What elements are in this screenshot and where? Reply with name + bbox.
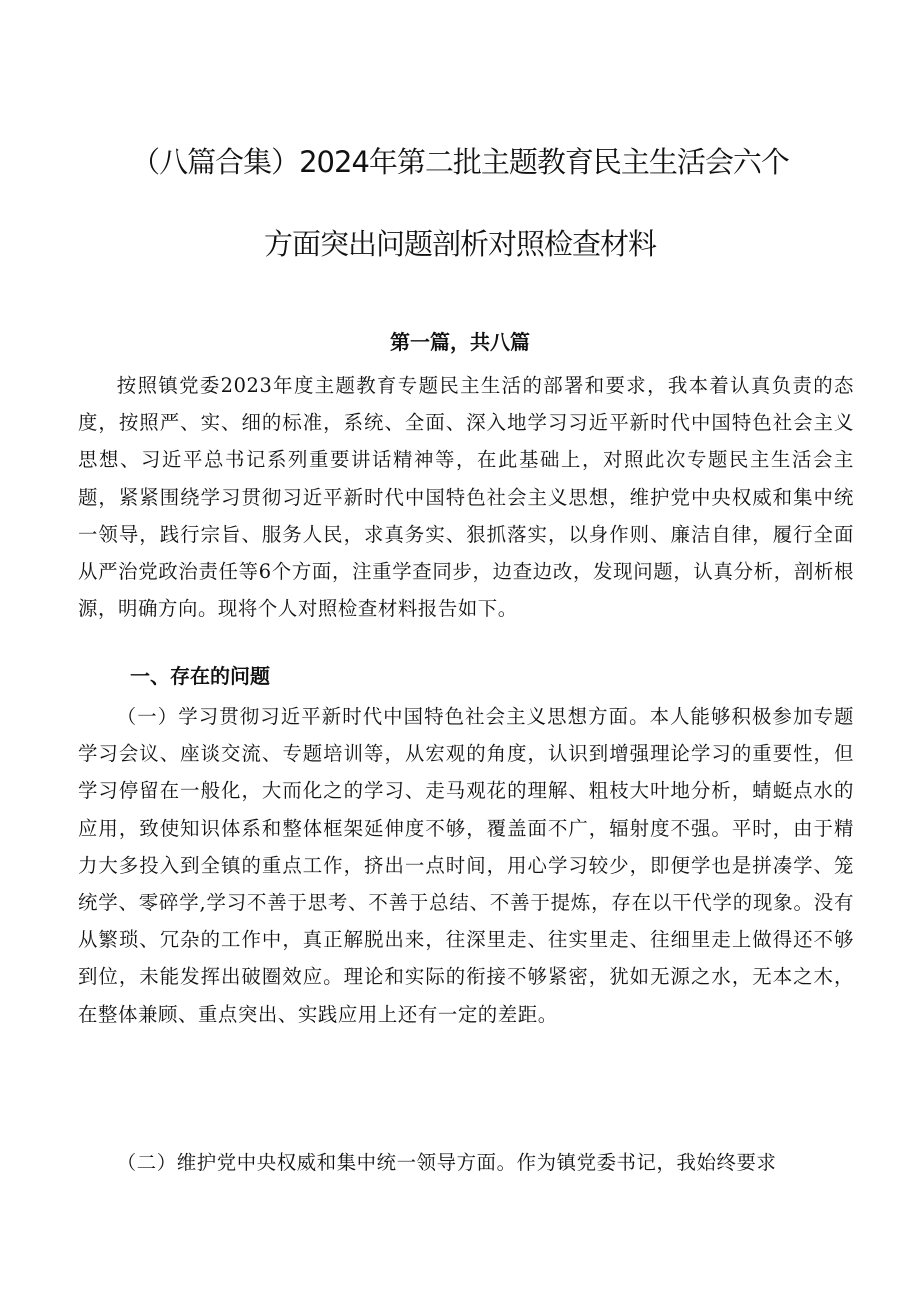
intro-paragraph: 按照镇党委2023年度主题教育专题民主生活的部署和要求，我本着认真负责的态度，按照严、实、细的标准，系统、全面、深入地学习习近平新时代中国特色社会主义思想、习近平总书记系列重要讲话精神等，在此基础上，对照此次专题民主生活会主题，紧紧围绕学习贯彻习近平新时代中国特色社会主义思想，维护党中央权威和集中统一领导，践行宗旨、服务人民，求真务实、狠抓落实，以身作则、廉洁自律，履行全面从严治党政治责任等6个方面，注重学查同步，边查边改，发现问题，认真分析，剖析根源，明确方向。现将个人对照检查材料报告如下。	[78, 374, 854, 621]
paragraph-leadership-section: （二）维护党中央权威和集中统一领导方面。作为镇党委书记，我始终要求	[116, 1151, 777, 1174]
paragraph-study-section: （一）学习贯彻习近平新时代中国特色社会主义思想方面。本人能够积极参加专题学习会议、座谈交流、专题培训等，从宏观的角度，认识到增强理论学习的重要性，但学习停留在一般化，大而化之的学习、走马观花的理解、粗枝大叶地分析，蜻蜓点水的应用，致使知识体系和整体框架延伸度不够，覆盖面不广，辐射度不强。平时，由于精力大多投入到全镇的重点工作，挤出一点时间，用心学习较少，即便学也是拼凑学、笼统学、零碎学,学习不善于思考、不善于总结、不善于提炼，存在以干代学的现象。没有从繁琐、冗杂的工作中，真正解脱出来，往深里走、往实里走、往细里走上做得还不够到位，未能发挥出破圈效应。理论和实际的衔接不够紧密，犹如无源之水，无本之木，在整体兼顾、重点突出、实践应用上还有一定的差距。	[78, 705, 854, 1026]
section-heading: 一、存在的问题	[130, 664, 270, 688]
document-title-line-1: （八篇合集）2024年第二批主题教育民主生活会六个	[131, 145, 789, 179]
document-subtitle: 第一篇，共八篇	[390, 330, 530, 354]
document-title-line-2: 方面突出问题剖析对照检查材料	[263, 227, 656, 261]
